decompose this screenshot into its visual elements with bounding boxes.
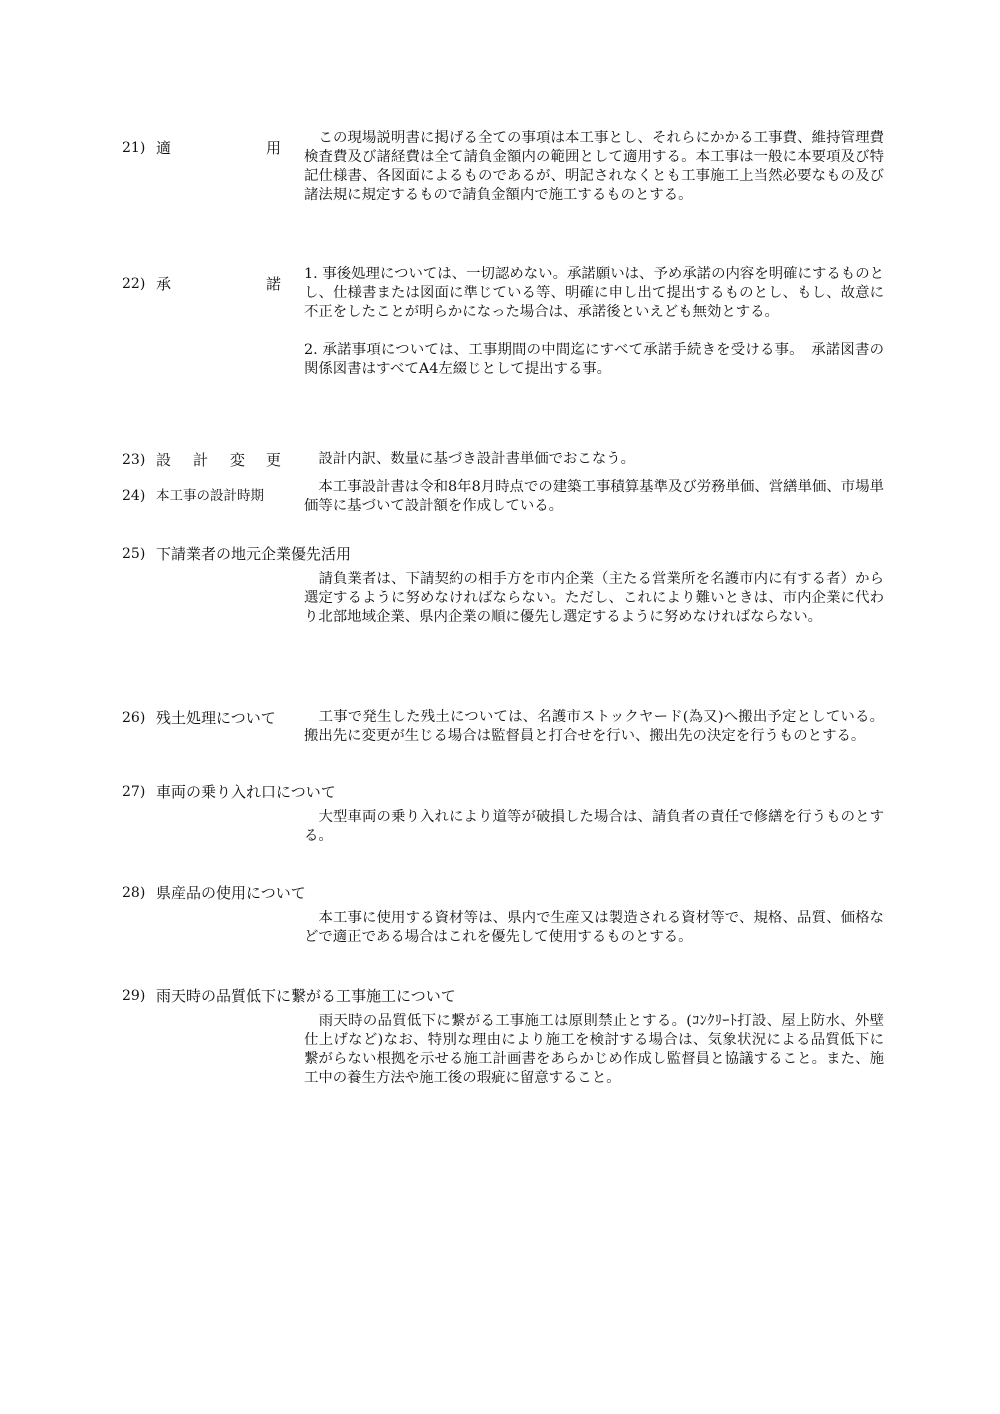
- section-number: 24): [122, 488, 146, 504]
- section-body: 請負業者は、下請契約の相手方を市内企業（主たる営業所を名護市内に有する者）から選定するように努めなければならない。ただし、これにより難いときは、市内企業に代わり北部地域企業、県内企業の順に優先し選定するように努めなければならない。: [304, 571, 884, 625]
- section-title: 車両の乗り入れ口について: [156, 783, 336, 801]
- section-body: 大型車両の乗り入れにより道等が破損した場合は、請負者の責任で修繕を行うものとする。: [304, 809, 884, 844]
- section-title-char: 設: [156, 451, 172, 469]
- section-body: 本工事に使用する資材等は、県内で生産又は製造される資材等で、規格、品質、価格などで適正である場合はこれを優先して使用するものとする。: [304, 910, 884, 945]
- section-title: 本工事の設計時期: [156, 488, 264, 504]
- section-number: 26): [122, 710, 146, 726]
- section-body: 1. 事後処理については、一切認めない。承諾願いは、予め承諾の内容を明確にするものとし、仕様書または図面に準じている等、明確に申し出て提出するものとし、もし、故意に不正をしたことが明らかになった場合は、承諾後といえども無効とする。: [304, 266, 884, 320]
- section-number: 21): [122, 140, 146, 156]
- section-number: 29): [122, 988, 146, 1004]
- section-number: 23): [122, 452, 146, 468]
- section-body: この現場説明書に掲げる全ての事項は本工事とし、それらにかかる工事費、維持管理費検査費及び諸経費は全て請負金額内の範囲として適用する。本工事は一般に本要項及び特記仕様書、各図面によるものであるが、明記されなくとも工事施工上当然必要なもの及び諸法規に規定するもので請負金額内で施工するものとする。: [304, 130, 884, 203]
- section-title-char: 変: [230, 451, 246, 469]
- section-number: 28): [122, 885, 146, 901]
- section-body: 工事で発生した残土については、名護市ストックヤード(為又)へ搬出予定としている。搬出先に変更が生じる場合は監督員と打合せを行い、搬出先の決定を行うものとする。: [304, 709, 884, 744]
- section-body: 2. 承諾事項については、工事期間の中間迄にすべて承諾手続きを受ける事。 承諾図書の関係図書はすべてA4左綴じとして提出する事。: [304, 342, 884, 377]
- section-title-char: 適: [156, 139, 172, 157]
- section-title-char: 計: [193, 451, 209, 469]
- section-title: 県産品の使用について: [156, 884, 306, 902]
- section-body: 本工事設計書は令和8年8月時点での建築工事積算基準及び労務単価、営繕単価、市場単価等に基づいて設計額を作成している。: [304, 479, 884, 514]
- section-number: 22): [122, 276, 146, 292]
- section-number: 25): [122, 546, 146, 562]
- section-title: 雨天時の品質低下に繋がる工事施工について: [156, 987, 456, 1005]
- section-body: 設計内訳、数量に基づき設計書単価でおこなう。: [304, 451, 635, 467]
- section-body: 雨天時の品質低下に繋がる工事施工は原則禁止とする。(ｺﾝｸﾘｰﾄ打設、屋上防水、外壁仕上げなど)なお、特別な理由により施工を検討する場合は、気象状況による品質低下に繋がらない根拠を示せる施工計画書をあらかじめ作成し監督員と協議すること。また、施工中の養生方法や施工後の瑕疵に留意すること。: [304, 1013, 884, 1086]
- section-title-char: 承: [156, 275, 172, 293]
- section-title-char: 諾: [266, 275, 282, 293]
- section-number: 27): [122, 784, 146, 800]
- section-title-char: 更: [266, 451, 282, 469]
- section-title-char: 用: [266, 139, 282, 157]
- section-title: 下請業者の地元企業優先活用: [156, 545, 352, 563]
- section-title: 残土処理について: [156, 709, 276, 727]
